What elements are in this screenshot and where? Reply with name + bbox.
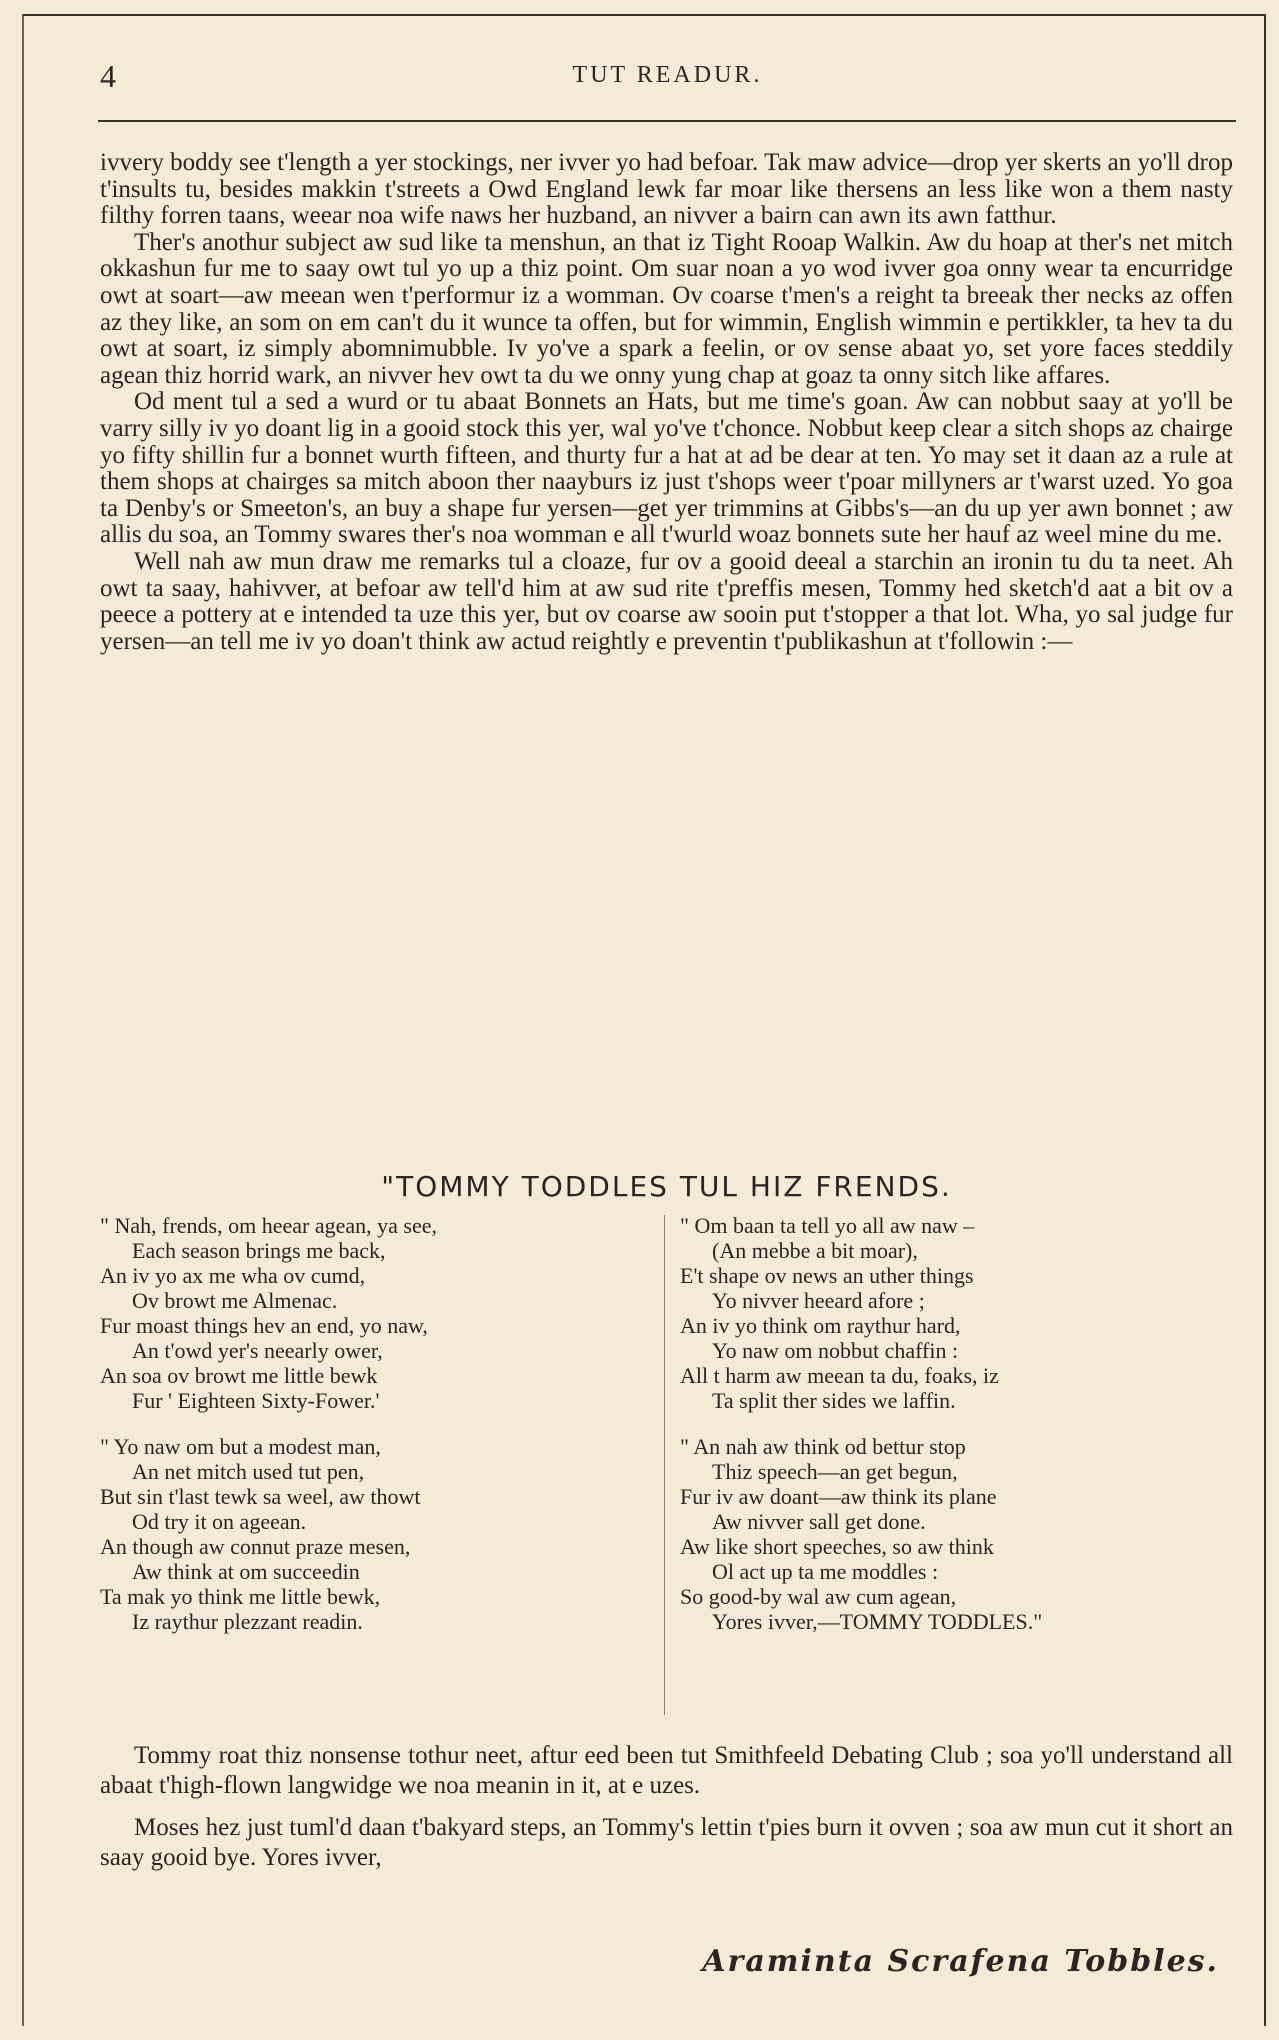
- poem-line: Fur ' Eighteen Sixty-Fower.': [132, 1388, 380, 1413]
- poem-line: Ov browt me Almenac.: [132, 1288, 338, 1313]
- poem-line: Iz raythur plezzant readin.: [132, 1609, 363, 1634]
- poem-left-column: [100, 1213, 660, 1655]
- poem-stanza: [680, 1213, 1240, 1413]
- poem-line: An iv yo think om raythur hard,: [680, 1313, 961, 1338]
- poem-stanza: [100, 1213, 660, 1413]
- paragraph-debating-club: Tommy roat thiz nonsense tothur neet, aftur eed been tut Smithfeeld Debating Club ; soa yo'll understand all abaat t'high-flown langwidge we noa meanin in it, at e uzes.: [100, 1742, 1233, 1799]
- poem-line: Each season brings me back,: [132, 1238, 386, 1263]
- poem-stanza: [100, 1434, 660, 1634]
- paragraph-farewell: Moses hez just tuml'd daan t'bakyard steps, an Tommy's lettin t'pies burn it ovven ; soa aw mun cut it short an saay gooid bye. Yores ivver,: [100, 1814, 1233, 1871]
- poem-line: Aw like short speeches, so aw think: [680, 1534, 994, 1559]
- poem-right-column: [680, 1213, 1240, 1655]
- page-number: 4: [100, 58, 116, 94]
- paragraph-remarks: Well nah aw mun draw me remarks tul a cloaze, fur ov a gooid deeal a starchin an ironin tu du ta neet. Ah owt ta saay, hahivver, at befoar aw tell'd him at aw sud rite t'preffis mesen, Tommy hed sketch'd aat a bit ov a peece a pottery at e intended ta uze this yer, but ov coarse aw sooin put t'stopper a that lot. Wha, yo sal judge fur yersen—an tell me iv yo doan't think aw actud reightly e preventin t'publikashun at t'followin :—: [100, 547, 1233, 655]
- header-rule: [98, 120, 1236, 122]
- paragraph-bonnets: Od ment tul a sed a wurd or tu abaat Bonnets an Hats, but me time's goan. Aw can nobbut saay at yo'll be varry silly iv yo doant lig in a gooid stock this yer, wal yo've t'chonce. Nobbut keep clear a sitch shops az chairge yo fifty shillin fur a bonnet wurth fifteen, and thurty fur a hat at ad be dear at ten. Yo may set it daan az a rule at them shops at chairges sa mitch aboon ther naayburs iz just t'shops weer t'poar millyners ar t'warst uzed. Yo goa ta Denby's or Smeeton's, an buy a shape fur yersen—get yer trimmins at Gibbs's—an du up yer awn bonnet ; aw allis du soa, an Tommy swares ther's noa womman e all t'wurld woaz bonnets sute her hauf az weel mine du me.: [100, 388, 1233, 549]
- paragraph-stockings: ivvery boddy see t'length a yer stockings, ner ivver yo had befoar. Tak maw advice—drop yer skerts an yo'll drop t'insults tu, besides makkin t'streets a Owd England lewk far moar like thersens an less like won a them nasty filthy forren taans, weear noa wife naws her huzband, an nivver a bairn can awn its awn fatthur.: [100, 149, 1233, 230]
- poem-line: Aw think at om succeedin: [132, 1559, 360, 1584]
- poem-line: An iv yo ax me wha ov cumd,: [100, 1263, 366, 1288]
- poem-line: " Om baan ta tell yo all aw naw –: [680, 1213, 975, 1238]
- poem-stanza: [680, 1434, 1240, 1634]
- poem-line: An t'owd yer's neearly ower,: [132, 1338, 383, 1363]
- poem-title: "TOMMY TODDLES TUL HIZ FRENDS.: [381, 1170, 952, 1203]
- poem-line: An net mitch used tut pen,: [132, 1459, 365, 1484]
- running-title: TUT READUR.: [572, 62, 763, 88]
- poem-line: An soa ov browt me little bewk: [100, 1363, 378, 1388]
- poem-line: Ta split ther sides we laffin.: [712, 1388, 956, 1413]
- poem-line: Ol act up ta me moddles :: [712, 1559, 939, 1584]
- closing-text: [100, 1741, 1233, 1885]
- poem-line: Fur iv aw doant—aw think its plane: [680, 1484, 997, 1509]
- poem-line: E't shape ov news an uther things: [680, 1263, 974, 1288]
- poem-line: Od try it on ageean.: [132, 1509, 307, 1534]
- page-header: [100, 48, 1235, 108]
- main-text: [100, 150, 1233, 655]
- poem-line: But sin t'last tewk sa weel, aw thowt: [100, 1484, 421, 1509]
- poem-line: Ta mak yo think me little bewk,: [100, 1584, 381, 1609]
- poem-line: Aw nivver sall get done.: [712, 1509, 926, 1534]
- poem-line: " Nah, frends, om heear agean, ya see,: [100, 1213, 437, 1238]
- signature: Araminta Scrafena Tobbles.: [702, 1944, 1219, 1979]
- column-divider: [664, 1215, 665, 1715]
- poem-line: " An nah aw think od bettur stop: [680, 1434, 966, 1459]
- poem-line: Thiz speech—an get begun,: [712, 1459, 958, 1484]
- poem-line: (An mebbe a bit moar),: [712, 1238, 918, 1263]
- poem-line: So good-by wal aw cum agean,: [680, 1584, 957, 1609]
- paragraph-tight-rope: Ther's anothur subject aw sud like ta menshun, an that iz Tight Rooap Walkin. Aw du hoap at ther's net mitch okkashun fur me to saay owt tul yo up a thiz point. Om suar noan a yo wod ivver goa onny wear ta encurridge owt at soart—aw meean wen t'performur iz a womman. Ov coarse t'men's a reight ta breeak ther necks az offen az they like, an som on em can't du it wunce ta offen, but for wimmin, English wimmin e pertikkler, ta hev ta du owt at soart, iz simply abomnimubble. Iv yo've a spark a feelin, or ov sense abaat yo, set yore faces steddily agean thiz horrid wark, an nivver hev owt ta du we onny yung chap at goaz ta onny sitch like affares.: [100, 228, 1233, 389]
- poem-line: Yo nivver heeard afore ;: [712, 1288, 925, 1313]
- poem-line: " Yo naw om but a modest man,: [100, 1434, 381, 1459]
- poem-line: Fur moast things hev an end, yo naw,: [100, 1313, 428, 1338]
- poem-line: An though aw connut praze mesen,: [100, 1534, 411, 1559]
- poem-line: All t harm aw meean ta du, foaks, iz: [680, 1363, 999, 1388]
- poem-line: Yores ivver,—TOMMY TODDLES.": [712, 1609, 1043, 1634]
- poem-line: Yo naw om nobbut chaffin :: [712, 1338, 959, 1363]
